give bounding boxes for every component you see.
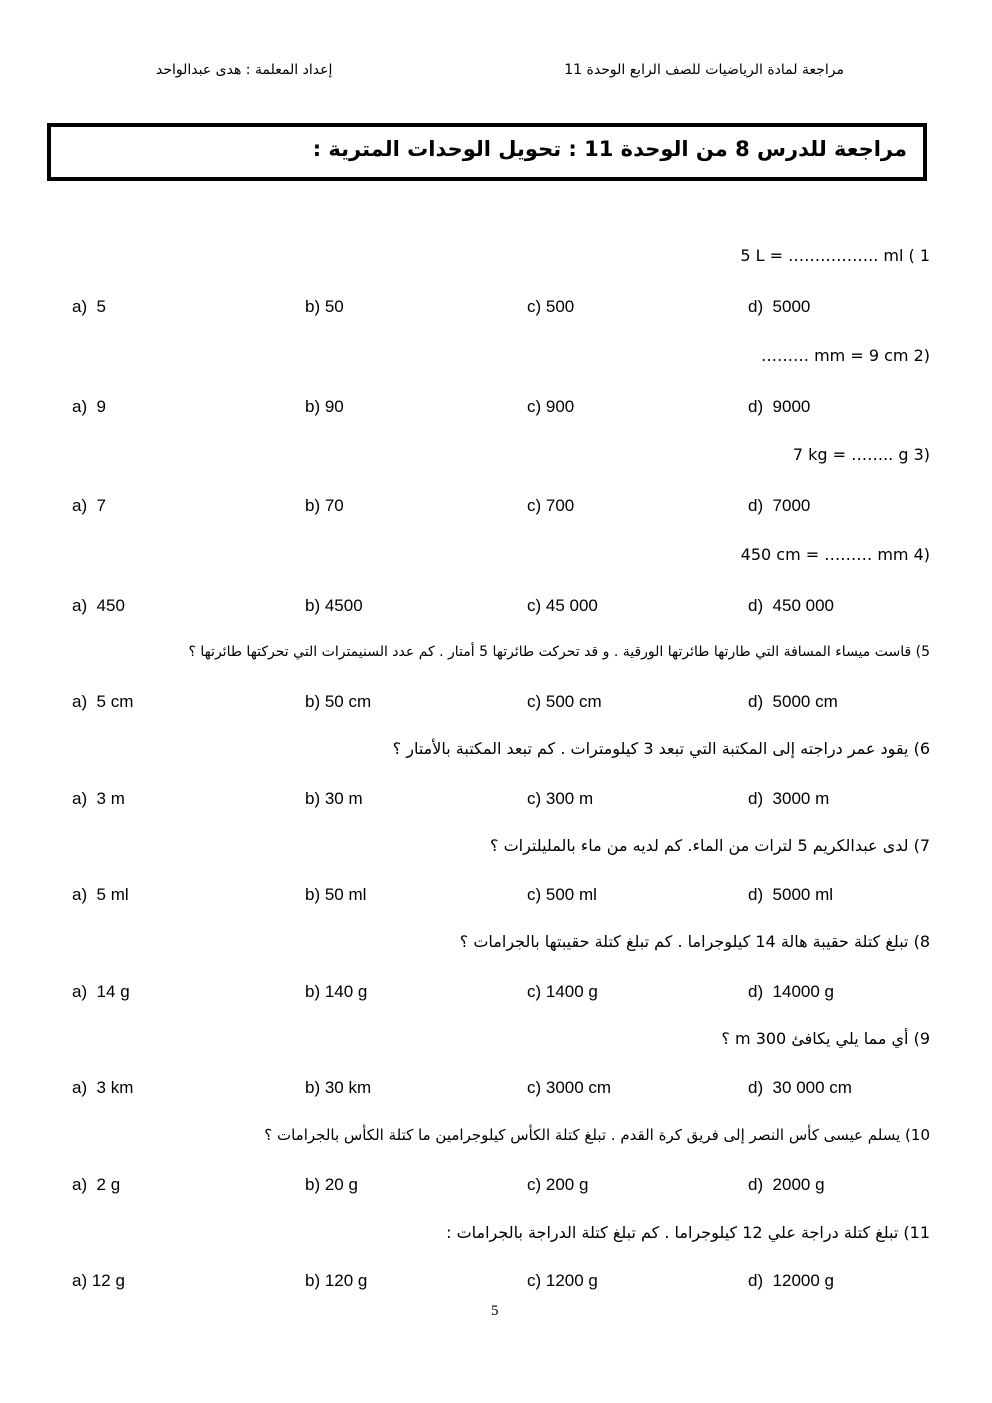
option-7d: d) 5000 ml xyxy=(748,885,834,904)
option-10c: c) 200 g xyxy=(527,1175,589,1194)
question-3: 7 kg = …….. g 3) xyxy=(792,445,930,464)
option-11c: c) 1200 g xyxy=(527,1271,598,1290)
option-2b: b) 90 xyxy=(305,397,344,416)
option-4d: d) 450 000 xyxy=(748,596,835,615)
header-subject: مراجعة لمادة الرياضيات للصف الرابع الوحدة 11 xyxy=(564,62,844,78)
option-9a: a) 3 km xyxy=(72,1078,134,1097)
option-9b: b) 30 km xyxy=(305,1078,372,1097)
question-7: 7) لدى عبدالكريم 5 لترات من الماء. كم لديه من ماء بالمليلترات ؟ xyxy=(490,836,930,855)
question-6: 6) يقود عمر دراجته إلى المكتبة التي تبعد 3 كيلومترات . كم تبعد المكتبة بالأمتار ؟ xyxy=(392,739,930,758)
option-3c: c) 700 xyxy=(527,496,575,515)
option-7b: b) 50 ml xyxy=(305,885,367,904)
option-6b: b) 30 m xyxy=(305,789,363,808)
page-number: 5 xyxy=(491,1303,499,1319)
option-5a: a) 5 cm xyxy=(72,692,134,711)
option-5b: b) 50 cm xyxy=(305,692,372,711)
option-2d: d) 9000 xyxy=(748,397,811,416)
option-6c: c) 300 m xyxy=(527,789,594,808)
option-3b: b) 70 xyxy=(305,496,344,515)
option-9c: c) 3000 cm xyxy=(527,1078,612,1097)
option-8b: b) 140 g xyxy=(305,982,368,1001)
option-10b: b) 20 g xyxy=(305,1175,358,1194)
question-10: 10) يسلم عيسى كأس النصر إلى فريق كرة القدم . تبلغ كتلة الكأس كيلوجرامين ما كتلة الكأس بالجرامات ؟ xyxy=(264,1126,930,1144)
option-2a: a) 9 xyxy=(72,397,107,416)
question-8: 8) تبلغ كتلة حقيبة هالة 14 كيلوجراما . كم تبلغ كتلة حقيبتها بالجرامات ؟ xyxy=(459,932,930,951)
option-10d: d) 2000 g xyxy=(748,1175,825,1194)
option-3d: d) 7000 xyxy=(748,496,811,515)
option-5d: d) 5000 cm xyxy=(748,692,838,711)
question-9: 9) أي مما يلي يكافئ 300 m ؟ xyxy=(721,1029,930,1048)
question-4: 450 cm = ……… mm 4) xyxy=(740,545,930,564)
header-teacher: إعداد المعلمة : هدى عبدالواحد xyxy=(156,62,333,78)
question-2: ……… mm = 9 cm 2) xyxy=(761,346,930,365)
option-8c: c) 1400 g xyxy=(527,982,598,1001)
page-title: مراجعة للدرس 8 من الوحدة 11 : تحويل الوحدات المترية : xyxy=(312,137,907,161)
option-11d: d) 12000 g xyxy=(748,1271,835,1290)
option-11b: b) 120 g xyxy=(305,1271,368,1290)
option-3a: a) 7 xyxy=(72,496,107,515)
option-8a: a) 14 g xyxy=(72,982,130,1001)
option-8d: d) 14000 g xyxy=(748,982,835,1001)
option-1a: a) 5 xyxy=(72,297,107,316)
option-7c: c) 500 ml xyxy=(527,885,597,904)
option-6a: a) 3 m xyxy=(72,789,125,808)
option-5c: c) 500 cm xyxy=(527,692,602,711)
title-box xyxy=(47,123,927,181)
question-5: 5) قاست ميساء المسافة التي طارتها طائرتها الورقية . و قد تحركت طائرتها 5 أمتار . كم عدد السنيمترات التي تحركتها طائرتها ؟ xyxy=(188,644,930,660)
option-9d: d) 30 000 cm xyxy=(748,1078,852,1097)
option-1b: b) 50 xyxy=(305,297,344,316)
option-10a: a) 2 g xyxy=(72,1175,121,1194)
option-7a: a) 5 ml xyxy=(72,885,129,904)
option-4a: a) 450 xyxy=(72,596,125,615)
question-1: 5 L = …………….. ml ( 1 xyxy=(740,246,930,265)
option-4b: b) 4500 xyxy=(305,596,363,615)
option-1c: c) 500 xyxy=(527,297,575,316)
option-2c: c) 900 xyxy=(527,397,575,416)
option-6d: d) 3000 m xyxy=(748,789,830,808)
option-4c: c) 45 000 xyxy=(527,596,598,615)
option-1d: d) 5000 xyxy=(748,297,811,316)
question-11: 11) تبلغ كتلة دراجة علي 12 كيلوجراما . كم تبلغ كتلة الدراجة بالجرامات : xyxy=(446,1223,930,1242)
option-11a: a) 12 g xyxy=(72,1271,125,1290)
